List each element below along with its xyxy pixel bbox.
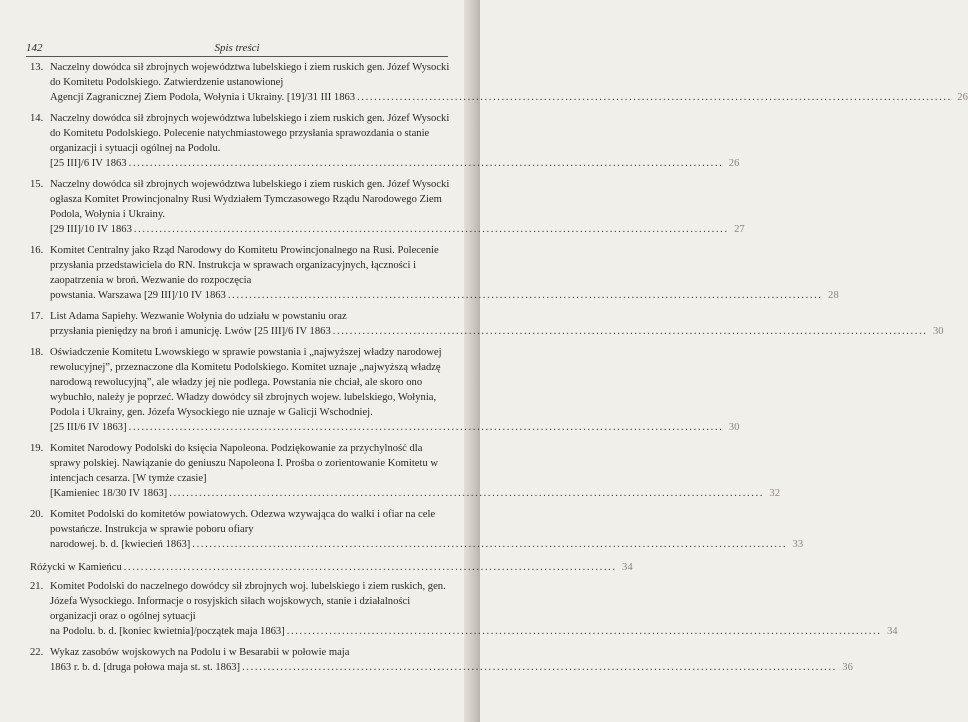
entry-page: 32 xyxy=(769,488,780,499)
dot-leader: ............................................................................................................................................ xyxy=(332,326,928,337)
entry-number: 15. xyxy=(30,179,44,190)
dot-leader: ............................................................................................................................................ xyxy=(227,290,823,301)
entry-page: 30 xyxy=(932,326,944,337)
entry-leader-line xyxy=(50,660,853,675)
entry-text: Naczelny dowódca sił zbrojnych województwa lubelskiego i ziem ruskich gen. Józef Wysocki do Komitetu Podolskiego. Zatwierdzenie ustanowionej xyxy=(50,62,450,88)
toc-entry xyxy=(26,507,804,552)
entry-last-line: na Podolu. b. d. [koniec kwietnia]/początek maja 1863] xyxy=(50,626,285,637)
dot-leader: ............................................................................................................................................ xyxy=(192,539,788,550)
entry-page: 26 xyxy=(957,92,968,103)
entry-last-line: Agencji Zagranicznej Ziem Podola, Wołynia i Ukrainy. [19]/31 III 1863 xyxy=(50,92,356,103)
entry-page: 36 xyxy=(842,662,853,673)
dot-leader: ............................................................................................................................................ xyxy=(357,92,952,103)
entry-last-line: 1863 r. b. d. [druga połowa maja st. st. 1863] xyxy=(50,662,241,673)
entry-text: Komitet Centralny jako Rząd Narodowy do Komitetu Prowincjonalnego na Rusi. Polecenie przysłania przedstawiciela do RN. Instrukcja w sprawach organizacyjnych, łączności i zaopatrzenia w broń. Wezwanie do rozpoczęcia xyxy=(50,245,439,286)
toc-list xyxy=(26,60,968,552)
running-title: Spis treści xyxy=(214,42,260,54)
entry-text: Naczelny dowódca sił zbrojnych województwa lubelskiego i ziem ruskich gen. Józef Wysocki ogłasza Komitet Prowincjonalny Rusi Wydziałem Tymczasowego Rządu Narodowego Ziem Podola, Wołynia i Ukrainy. xyxy=(50,179,450,220)
entry-last-line: przysłania pieniędzy na broń i amunicję. Lwów [25 III]/6 IV 1863 xyxy=(50,326,331,337)
entry-last-line: powstania. Warszawa [29 III]/10 IV 1863 xyxy=(50,290,226,301)
entry-page: 27 xyxy=(734,224,745,235)
entry-text: Oświadczenie Komitetu Lwowskiego w sprawie powstania i „najwyższej władzy narodowej rewolucyjnej”, przeznaczone dla Komitetu Podolskiego. Komitet uznaje „najwyższą władzę narodową rewolucyjną”, ale władzy jej nie podlega. Powstania nie chciał, ale skoro ono wybuchło, należy je poprzeć. Władzy dowódcy sił zbrojnych wojew. lubelskiego, Wołynia, Podola i Ukrainy, gen. Józefa Wysockiego nie uznaje w Galicji Wschodniej. xyxy=(50,347,442,418)
dot-leader: ............................................................................................................................................ xyxy=(133,224,729,235)
entry-text: Komitet Narodowy Podolski do księcia Napoleona. Podziękowanie za przychylność dla sprawy polskiej. Nawiązanie do geniuszu Napoleona I. Prośba o zorientowanie Komitetu w intencjach cesarza. [W tymże czasie] xyxy=(50,443,439,484)
entry-number: 13. xyxy=(30,62,44,73)
section-title: Różycki w Kamieńcu xyxy=(30,562,122,573)
entry-number: 20. xyxy=(30,509,44,520)
page-number: 142 xyxy=(26,42,43,54)
entry-leader-line xyxy=(50,156,740,171)
entry-number: 22. xyxy=(30,647,44,658)
entry-leader-line xyxy=(50,420,740,435)
toc-section-heading xyxy=(26,560,633,575)
dot-leader: ............................................................................................................................................ xyxy=(286,626,882,637)
toc-list xyxy=(26,579,898,675)
entry-leader-line xyxy=(50,288,839,303)
toc-entry xyxy=(26,441,780,501)
entry-last-line: [25 III]/6 IV 1863 xyxy=(50,158,127,169)
entry-text: List Adama Sapiehy. Wezwanie Wołynia do udziału w powstaniu oraz xyxy=(50,311,347,322)
toc-entry xyxy=(26,309,944,339)
dot-leader: ............................................................................................................................................ xyxy=(128,422,724,433)
toc-entry xyxy=(26,345,740,435)
entry-number: 16. xyxy=(30,245,44,256)
dot-leader: .................................................................................................................... xyxy=(123,562,617,573)
toc-entry xyxy=(26,111,740,171)
entry-last-line: [25 III/6 IV 1863] xyxy=(50,422,127,433)
entry-leader-line xyxy=(50,537,804,552)
dot-leader: ............................................................................................................................................ xyxy=(128,158,724,169)
entry-number: 17. xyxy=(30,311,44,322)
page-header xyxy=(26,40,448,57)
dot-leader: ............................................................................................................................................ xyxy=(242,662,837,673)
toc-entry xyxy=(26,645,853,675)
entry-number: 14. xyxy=(30,113,44,124)
entry-number: 18. xyxy=(30,347,44,358)
entry-page: 30 xyxy=(728,422,740,433)
entry-last-line: [Kamieniec 18/30 IV 1863] xyxy=(50,488,168,499)
entry-text: Komitet Podolski do naczelnego dowódcy sił zbrojnych woj. lubelskiego i ziem ruskich, gen. Józefa Wysockiego. Informacje o rosyjskich siłach wojskowych, stanie i działalności organizacji oraz o ogólnej sytuacji xyxy=(50,581,446,622)
entry-number: 21. xyxy=(30,581,44,592)
entry-leader-line xyxy=(50,486,780,501)
entry-leader-line xyxy=(50,624,898,639)
toc-entry xyxy=(26,243,839,303)
table-of-contents xyxy=(26,60,968,675)
entry-last-line: narodowej. b. d. [kwiecień 1863] xyxy=(50,539,191,550)
entry-leader-line xyxy=(50,324,944,339)
toc-entry xyxy=(26,579,898,639)
entry-leader-line xyxy=(50,222,745,237)
dot-leader: ............................................................................................................................................ xyxy=(169,488,764,499)
page-edge xyxy=(464,0,480,722)
entry-last-line: [29 III]/10 IV 1863 xyxy=(50,224,132,235)
toc-entry xyxy=(26,60,968,105)
entry-page: 34 xyxy=(886,626,898,637)
entry-leader-line xyxy=(50,90,968,105)
entry-page: 28 xyxy=(828,290,839,301)
section-page: 34 xyxy=(622,562,633,573)
entry-text: Wykaz zasobów wojskowych na Podolu i w Besarabii w połowie maja xyxy=(50,647,350,658)
entry-text: Naczelny dowódca sił zbrojnych województwa lubelskiego i ziem ruskich gen. Józef Wysocki do Komitetu Podolskiego. Polecenie natychmiastowego przysłania sprawozdania o stanie organizacji i sytuacji ogólnej na Podolu. xyxy=(50,113,450,154)
entry-text: Komitet Podolski do komitetów powiatowych. Odezwa wzywająca do walki i ofiar na cele powstańcze. Instrukcja w sprawie poboru ofiary xyxy=(50,509,436,535)
entry-number: 19. xyxy=(30,443,44,454)
toc-entry xyxy=(26,177,745,237)
entry-page: 33 xyxy=(792,539,804,550)
entry-page: 26 xyxy=(728,158,740,169)
